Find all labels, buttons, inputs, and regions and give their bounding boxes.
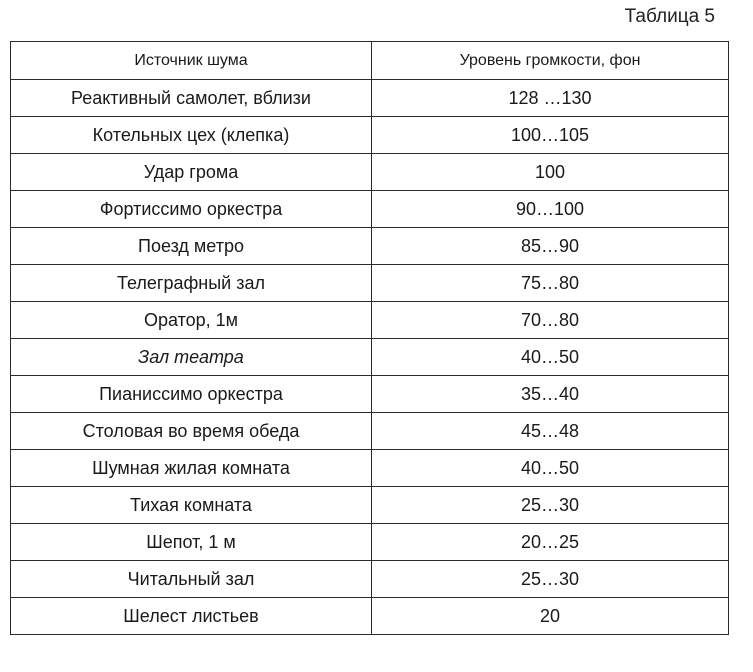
source-cell: Шелест листьев (11, 598, 372, 635)
source-cell: Шепот, 1 м (11, 524, 372, 561)
table-row (11, 450, 729, 487)
table-row (11, 598, 729, 635)
source-cell: Оратор, 1м (11, 302, 372, 339)
table-row (11, 561, 729, 598)
level-cell: 100…105 (372, 117, 729, 154)
level-cell: 25…30 (372, 487, 729, 524)
table-row (11, 80, 729, 117)
source-cell: Телеграфный зал (11, 265, 372, 302)
source-cell: Удар грома (11, 154, 372, 191)
table-row (11, 154, 729, 191)
level-cell: 25…30 (372, 561, 729, 598)
table-caption: Таблица 5 (624, 6, 715, 27)
level-cell: 75…80 (372, 265, 729, 302)
source-cell: Поезд метро (11, 228, 372, 265)
source-cell: Котельных цех (клепка) (11, 117, 372, 154)
level-cell: 20 (372, 598, 729, 635)
source-cell: Тихая комната (11, 487, 372, 524)
level-cell: 100 (372, 154, 729, 191)
table-row (11, 302, 729, 339)
level-cell: 20…25 (372, 524, 729, 561)
table-row (11, 376, 729, 413)
table-row (11, 228, 729, 265)
table-row (11, 265, 729, 302)
table-row (11, 117, 729, 154)
table-row (11, 487, 729, 524)
source-cell: Зал театра (11, 339, 372, 376)
source-cell: Фортиссимо оркестра (11, 191, 372, 228)
level-cell: 45…48 (372, 413, 729, 450)
level-cell: 85…90 (372, 228, 729, 265)
source-cell: Столовая во время обеда (11, 413, 372, 450)
table-row (11, 524, 729, 561)
source-cell: Реактивный самолет, вблизи (11, 80, 372, 117)
level-cell: 70…80 (372, 302, 729, 339)
level-cell: 35…40 (372, 376, 729, 413)
column-header-level: Уровень громкости, фон (372, 42, 729, 80)
table-row (11, 191, 729, 228)
column-header-source: Источник шума (11, 42, 372, 80)
source-cell: Пианиссимо оркестра (11, 376, 372, 413)
level-cell: 40…50 (372, 450, 729, 487)
level-cell: 40…50 (372, 339, 729, 376)
table-header-row (11, 42, 729, 80)
level-cell: 128 …130 (372, 80, 729, 117)
table-row (11, 339, 729, 376)
source-cell: Читальный зал (11, 561, 372, 598)
noise-level-table (10, 41, 729, 635)
source-cell: Шумная жилая комната (11, 450, 372, 487)
level-cell: 90…100 (372, 191, 729, 228)
table-row (11, 413, 729, 450)
